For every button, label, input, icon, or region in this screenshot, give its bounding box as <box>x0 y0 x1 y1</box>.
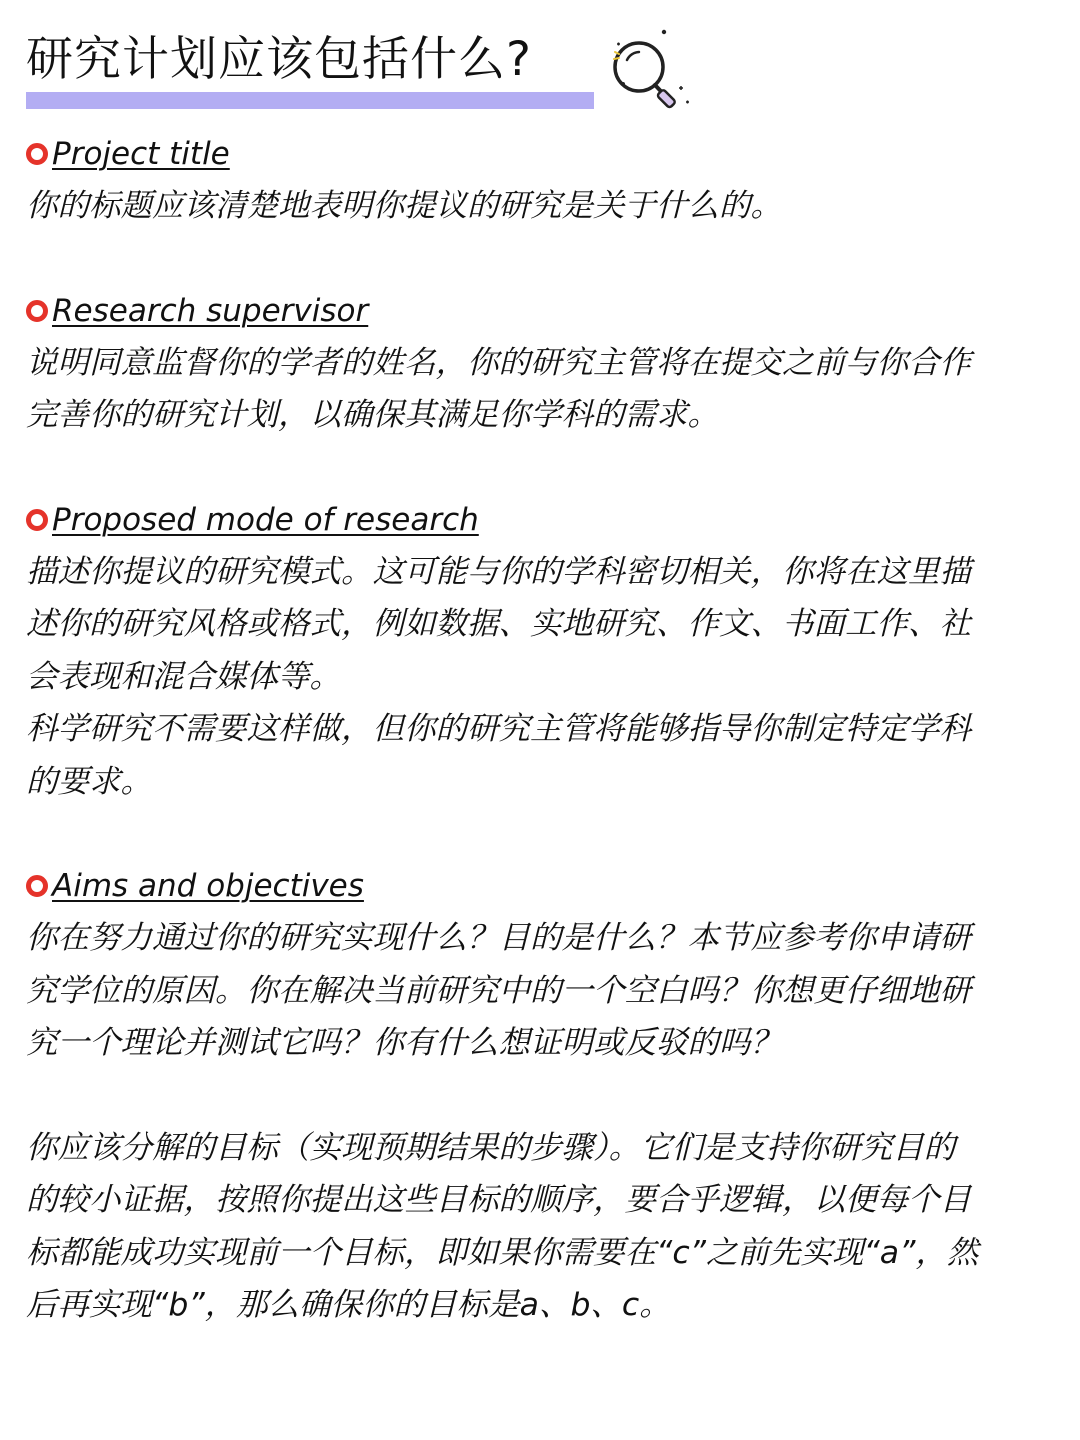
paragraph: 说明同意监督你的学者的姓名，你的研究主管将在提交之前与你合作 完善你的研究计划，以确保其满足你学科的需求。 <box>26 344 972 433</box>
heading-text: Research supervisor <box>52 292 369 329</box>
section-aims-objectives <box>26 860 1056 1332</box>
heading-text: Aims and objectives <box>52 868 364 904</box>
section-proposed-mode <box>26 494 1056 809</box>
red-circle-bullet-icon <box>26 875 48 897</box>
paragraph: 描述你提议的研究模式。这可能与你的学科密切相关，你将在这里描 述你的研究风格或格式，例如数据、实地研究、作文、书面工作、社 会表现和混合媒体等。 <box>26 553 972 695</box>
content <box>26 128 1056 1332</box>
section-heading <box>26 285 1056 337</box>
paragraph: 科学研究不需要这样做，但你的研究主管将能够指导你制定特定学科 的要求。 <box>26 711 972 800</box>
section-heading <box>26 494 1056 546</box>
paragraph: 你在努力通过你的研究实现什么？目的是什么？本节应参考你申请研 究学位的原因。你在解决当前研究中的一个空白吗？你想更仔细地研 究一个理论并测试它吗？你有什么想证明或反驳的吗？ <box>26 920 972 1061</box>
red-circle-bullet-icon <box>26 300 48 322</box>
title-highlight <box>26 92 594 109</box>
paragraph: 你应该分解的目标（实现预期结果的步骤）。它们是支持你研究目的 的较小证据，按照你提出这些目标的顺序，要合乎逻辑，以便每个目 标都能成功实现前一个目标，即如果你需要在“c”之前先实现“a”，然 后再实现“b”，那么确保你的目标是a、b、c。 <box>26 1129 979 1323</box>
section-heading <box>26 128 1056 180</box>
section-project-title <box>26 128 1056 233</box>
magnifier-icon <box>594 24 694 116</box>
heading-text: Proposed mode of research <box>52 501 479 538</box>
red-circle-bullet-icon <box>26 143 48 165</box>
title-block <box>26 22 726 122</box>
page-title: 研究计划应该包括什么? <box>26 32 532 87</box>
section-research-supervisor <box>26 285 1056 442</box>
paragraph: 你的标题应该清楚地表明你提议的研究是关于什么的。 <box>26 188 783 224</box>
section-heading <box>26 860 1056 912</box>
red-circle-bullet-icon <box>26 509 48 531</box>
heading-text: Project title <box>52 136 230 172</box>
